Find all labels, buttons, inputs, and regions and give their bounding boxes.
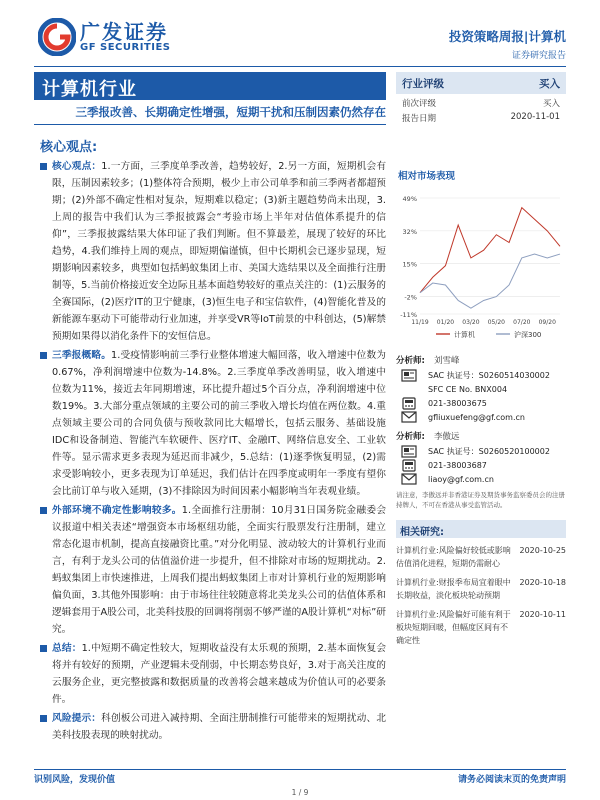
analyst-phone-row: [396, 396, 566, 410]
report-date-value: 2020-11-01: [510, 112, 560, 122]
x-tick-label: 11/19: [411, 319, 429, 326]
paragraph-text: 1.一方面，三季度单季改善，趋势较好，2.另一方面，短期机会有限，压制因素较多；(1)整体符合预期，极少上市公司单季和前三季两者都超预期；(2)外部不确定性相对复杂，短期难以稳定；(3)新主题趋势尚未出现，3.上周的报告中我们认为三季报披露会“考验市场上半年对估值体系提升的信仰”，三季报披露结果大体印证了我们判断。但不算最差，展现了较好的环比趋势，4.我们维持上周的观点，即短期偏谨慎，但中长期机会已逐步显现，短期影响因素较多，典型如包括蚂蚁集团上市、美国大选结果以及全面推行注册制等，5.当前价格接近安全边际且基本面趋势较好的重点关注的：(1)云服务的全赛国际，(2)医疗IT的卫宁健康，(3)恒生电子和宝信软件，(4)智能化普及的新能源车驱动下可能带动行业加速，并享受VR等IoT前景的中科创达，(5)解禁预期如果得以消化条件下的安恒信息。: [52, 161, 387, 342]
analyst-email[interactable]: gfliuxuefeng@gf.com.cn: [428, 412, 525, 422]
analyst-email-row: [396, 472, 566, 486]
analyst-name-row: [396, 428, 566, 444]
related-research-header: 相关研究:: [396, 520, 566, 538]
analyst-name: 刘雪峰: [434, 356, 460, 366]
report-date-label: 报告日期: [402, 114, 437, 124]
analyst-email-row: [396, 410, 566, 424]
analyst-phone: 021-38003675: [428, 398, 487, 408]
related-research-title: 计算机行业:风险偏好较低或影响估值消化进程，短期仍需耐心: [396, 546, 511, 568]
x-tick-label: 09/20: [538, 319, 556, 326]
paragraph-lead: 核心观点：: [52, 161, 102, 172]
core-views-title: 核心观点:: [40, 140, 98, 155]
report-subtype: 证券研究报告: [511, 51, 566, 61]
sidebar: [396, 72, 566, 647]
core-views-body: [42, 158, 386, 746]
report-type: 投资策略周报|计算机: [448, 29, 566, 44]
y-tick-label: -11%: [400, 311, 417, 319]
page-number: 1 / 9: [291, 788, 309, 797]
analyst-block-2: [396, 428, 566, 486]
report-date-row: [396, 109, 566, 124]
email-icon: [396, 411, 422, 423]
related-research-date: 2020-10-11: [519, 610, 566, 619]
market-section-title: 相对市场表现: [398, 171, 456, 182]
rating-value: 买入: [539, 77, 560, 90]
paragraph-lead: 总结：: [52, 643, 82, 654]
analyst-email[interactable]: liaoy@gf.com.cn: [428, 474, 494, 484]
legend-label: 沪深300: [514, 331, 542, 339]
analyst-sac: SAC 执证号：S0260520100002: [428, 446, 550, 456]
y-tick-label: -2%: [404, 293, 417, 302]
analyst-sac: SAC 执证号：S0260514030002: [428, 370, 550, 380]
analyst-phone-row: [396, 458, 566, 472]
core-paragraph: [42, 502, 386, 638]
core-paragraph: [42, 158, 386, 345]
phone-icon: [396, 459, 422, 472]
analyst-sac-row: [396, 444, 566, 458]
x-tick-label: 05/20: [487, 319, 506, 326]
paragraph-text: 1.中短期不确定性较大，短期收益没有太乐观的预期，2.基本面恢复会将并有较好的预期，产业逻辑未受削弱，中长期态势良好，3.对于高关注度的云服务企业，更完整披露和数据质量的改善将会越来越成为价值认可的必要条件。: [52, 643, 387, 705]
related-research-item[interactable]: [396, 576, 566, 602]
core-paragraph: [42, 640, 386, 708]
analyst-phone: 021-38003687: [428, 460, 487, 470]
report-header: [0, 0, 600, 72]
related-research-title: 计算机行业:财报季布局宜着眼中长期收益，淡化板块轮动预期: [396, 578, 511, 600]
header-divider: [34, 66, 566, 67]
paragraph-text: 1.受疫情影响前三季行业整体增速大幅回落，收入增速中位数为0.67%，净利润增速中位数为-14.8%。2.三季度单季改善明显，收入增速中位数为11%，接近去年同期增速，环比提升超过5个百分点，净利润增速中位数19%。3.大部分重点领域的主要公司的前三季收入增长均值在两位数。4.重点领域主要公司的合同负债与预收款同比大幅增长，包括云服务、基础设施IDC和设备制造、智能汽车软硬件、医疗IT、金融IT、网络信息安全、工业软件等。显示需求更多表现为延迟而非减少，5.总结：(1)逐季恢复明显，(2)需求受影响较小，更多表现为订单延迟，我们估计在四季度或明年一季度有望你会比前订单与收入延期，(3)不排除因为时间因素小幅影响当年表观业绩。: [52, 350, 386, 497]
y-tick-label: 49%: [402, 195, 417, 203]
related-research-item[interactable]: [396, 544, 566, 570]
related-research-title: 计算机行业:风险偏好可能有利于板块短期回暖，但幅度区间有不确定性: [396, 610, 511, 645]
report-subtitle: 三季报改善、长期确定性增强，短期干扰和压制因素仍然存在: [75, 105, 386, 119]
core-paragraph: [42, 347, 386, 500]
previous-rating-label: 前次评级: [402, 99, 437, 109]
x-tick-label: 01/20: [436, 319, 455, 326]
certificate-icon: [396, 369, 422, 382]
logo-english-name: GF SECURITIES: [80, 42, 171, 53]
paragraph-text: 1.全面推行注册制：10月31日国务院金融委会议报道中相关表述“增强资本市场枢纽功能，全面实行股票发行注册制，建立常态化退市机制，提高直接融资比重。”对分化明显、波动较大的计算机行业而言，有利于龙头公司的估值溢价进一步提升，但不排除对市场的短期扰动。2.蚂蚁集团上市快速推进，上周我们提出蚂蚁集团上市对计算机行业的短期影响偏负面，3.其他外围影响：由于市场往往较随意将北美龙头公司的估值体系和逻辑套用于A股公司，北美科技股的回调将削弱不够严谨的A股计算机“对标”研究。: [52, 505, 387, 635]
paragraph-lead: 风险提示：: [52, 713, 102, 724]
core-paragraph: [42, 710, 386, 744]
analyst-label: 分析师:: [396, 432, 425, 442]
analyst-block-1: [396, 352, 566, 424]
series-line: [420, 208, 560, 293]
logo-chinese-name: 广发证券: [80, 20, 168, 44]
gf-logo-icon: [38, 18, 76, 56]
rating-header: [396, 72, 566, 94]
relative-performance-chart: [396, 188, 566, 348]
analyst-name: 李傲远: [434, 432, 460, 442]
legend-label: 计算机: [454, 331, 475, 339]
industry-title-banner: 计算机行业: [34, 72, 386, 100]
related-research-date: 2020-10-18: [519, 578, 566, 587]
analyst-label: 分析师:: [396, 356, 425, 366]
footer-slogan: 识别风险，发现价值: [34, 775, 116, 785]
y-tick-label: 15%: [402, 260, 417, 269]
analyst-sfc-row: [396, 382, 566, 396]
certificate-icon: [396, 445, 422, 458]
previous-rating-row: [396, 94, 566, 109]
footer-divider: [34, 769, 566, 770]
analyst-disclaimer: 请注意，李傲远并非香港证券及期货事务监察委员会的注册持牌人，不可在香港从事受监管活动。: [396, 491, 565, 509]
related-research-list: [396, 544, 566, 647]
paragraph-lead: 三季报概略。: [52, 350, 112, 361]
phone-icon: [396, 397, 422, 410]
related-research-date: 2020-10-25: [519, 546, 566, 555]
analyst-sac-row: [396, 368, 566, 382]
related-research-item[interactable]: [396, 608, 566, 647]
paragraph-text: 科创板公司进入减持期、全面注册制推行可能带来的短期扰动、北美科技股表现的映射扰动。: [52, 713, 387, 741]
previous-rating-value: 买入: [542, 99, 560, 109]
y-tick-label: 32%: [402, 227, 417, 236]
x-tick-label: 03/20: [462, 319, 480, 326]
series-line: [420, 254, 560, 308]
analyst-name-row: [396, 352, 566, 368]
x-tick-label: 07/20: [513, 319, 531, 326]
subtitle-divider: [34, 124, 386, 125]
chart-svg: [396, 188, 566, 348]
email-icon: [396, 473, 422, 485]
rating-label: 行业评级: [402, 77, 444, 90]
footer-disclaimer-note: 请务必阅读末页的免责声明: [457, 775, 566, 785]
paragraph-lead: 外部环境不确定性影响较多。: [52, 505, 182, 516]
analyst-sfc: SFC CE No. BNX004: [428, 384, 508, 394]
